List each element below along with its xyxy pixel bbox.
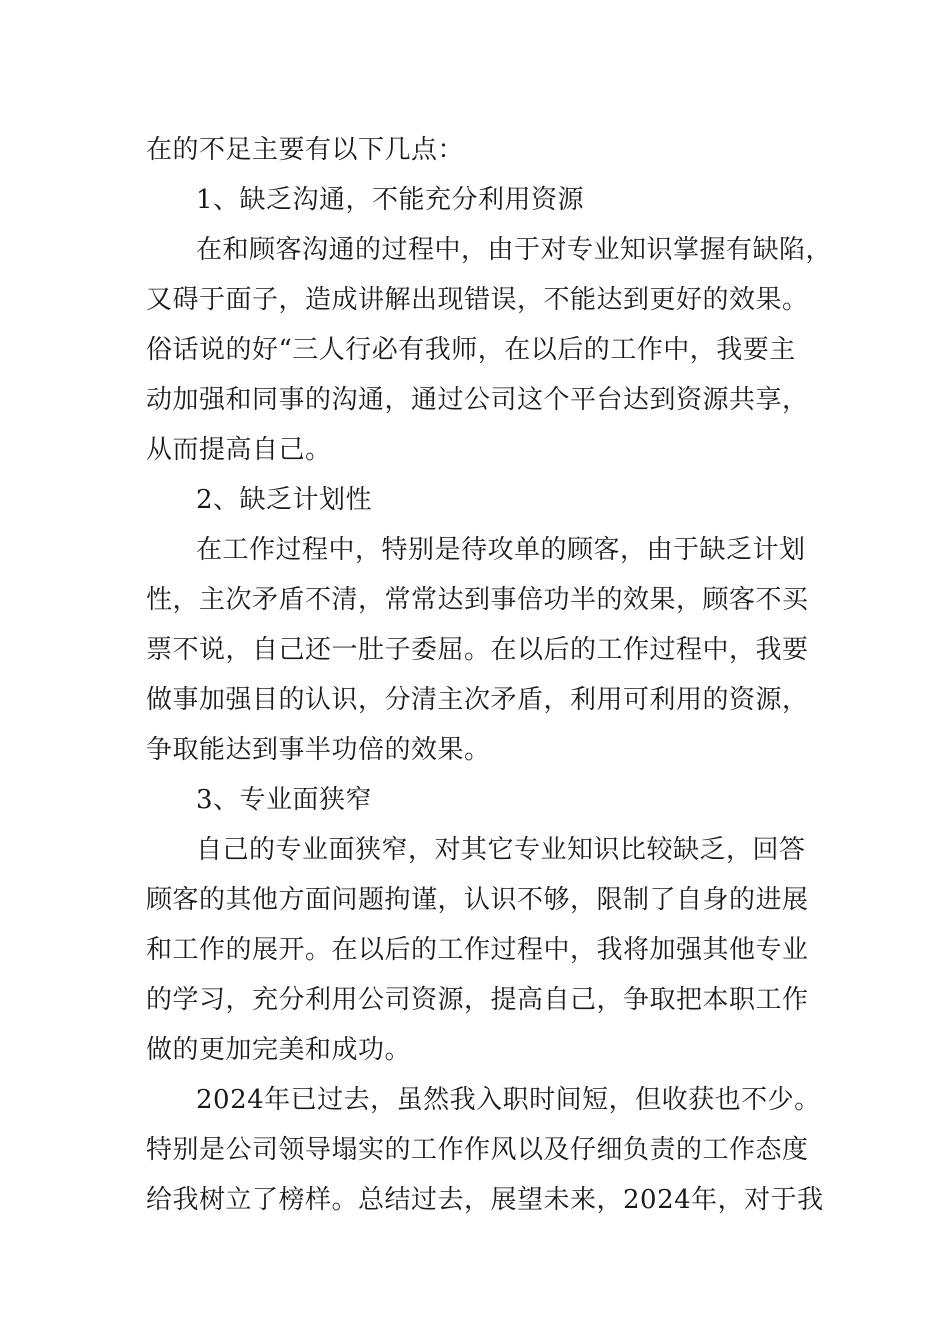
text-line: 又碍于面子，造成讲解出现错误，不能达到更好的效果。 [146,285,809,315]
section-heading: 1、缺乏沟通，不能充分利用资源 [196,185,585,215]
text-line: 在和顾客沟通的过程中，由于对专业知识掌握有缺陷， [196,235,833,265]
section-heading: 3、专业面狭窄 [196,785,373,815]
text-line: 给我树立了榜样。总结过去，展望未来，2024年，对于我 [146,1185,824,1215]
text-line: 从而提高自己。 [146,435,332,465]
text-line: 特别是公司领导塌实的工作作风以及仔细负责的工作态度 [146,1135,809,1165]
text-line: 俗话说的好“三人行必有我师，在以后的工作中，我要主 [146,335,796,365]
text-line: 争取能达到事半功倍的效果。 [146,735,491,765]
text-line: 2024年已过去，虽然我入职时间短，但收获也不少。 [196,1085,821,1115]
text-line: 做事加强目的认识，分清主次矛盾，利用可利用的资源， [146,685,809,715]
text-line: 在的不足主要有以下几点： [146,135,465,165]
text-line: 的学习，充分利用公司资源，提高自己，争取把本职工作 [146,985,809,1015]
text-line: 性，主次矛盾不清，常常达到事倍功半的效果，顾客不买 [146,585,809,615]
text-line: 票不说，自己还一肚子委屈。在以后的工作过程中，我要 [146,635,809,665]
text-line: 做的更加完美和成功。 [146,1035,412,1065]
text-line: 动加强和同事的沟通，通过公司这个平台达到资源共享， [146,385,809,415]
text-line: 在工作过程中，特别是待攻单的顾客，由于缺乏计划 [196,535,806,565]
text-line: 自己的专业面狭窄，对其它专业知识比较缺乏，回答 [196,835,806,865]
text-line: 顾客的其他方面问题拘谨，认识不够，限制了自身的进展 [146,885,809,915]
section-heading: 2、缺乏计划性 [196,485,373,515]
text-line: 和工作的展开。在以后的工作过程中，我将加强其他专业 [146,935,809,965]
